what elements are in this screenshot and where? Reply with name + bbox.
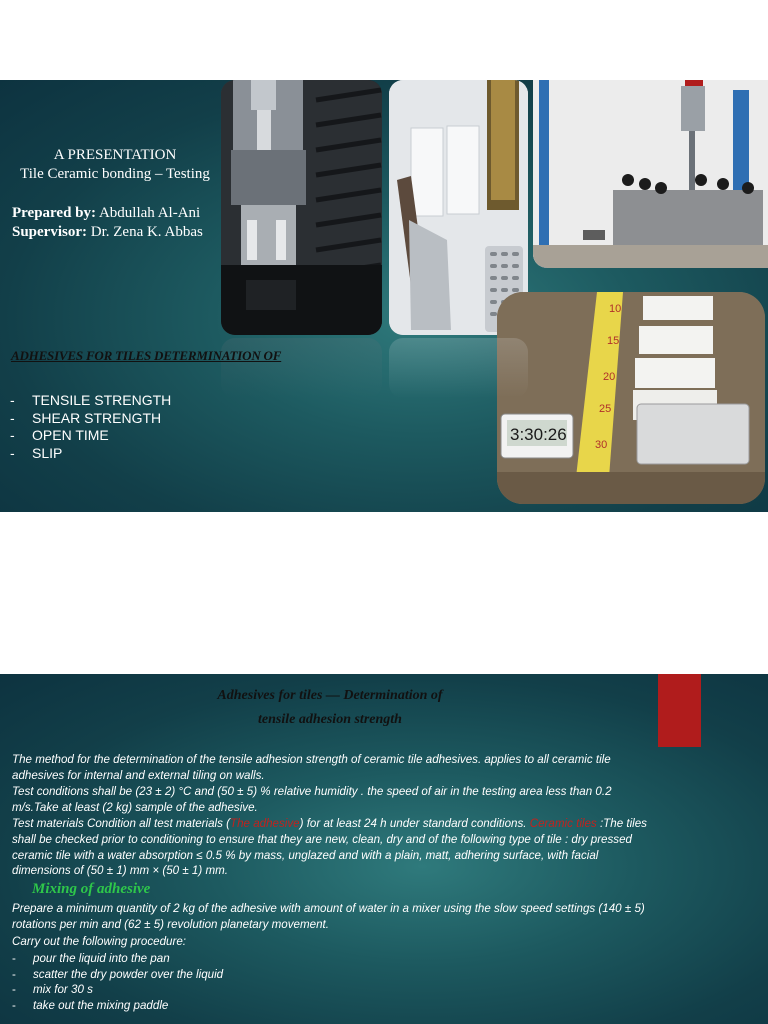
prepared-by <box>12 204 218 223</box>
slide-title <box>160 684 500 732</box>
ruler-mark-30: 30 <box>595 439 608 451</box>
list-item: - scatter the dry powder over the liquid <box>12 967 224 981</box>
highlight-ceramic-tiles: Ceramic tiles <box>529 817 597 831</box>
slide-title <box>0 80 768 512</box>
adhesives-heading: ADHESIVES FOR TILES DETERMINATION OF <box>11 348 282 363</box>
list-item: - SLIP <box>10 444 63 461</box>
supervisor-label: Supervisor: <box>12 224 87 240</box>
photo-testing-machine <box>221 80 382 335</box>
supervisor-value: Dr. Zena K. Abbas <box>87 224 203 240</box>
prepared-by-value: Abdullah Al-Ani <box>96 205 201 221</box>
ruler-mark-25: 25 <box>599 403 612 415</box>
slide-title-line2: tensile adhesion strength <box>258 712 402 727</box>
list-item: - pour the liquid into the pan <box>12 952 170 966</box>
slide-title-line1: Adhesives for tiles — Determination of <box>217 688 443 703</box>
test-list <box>10 392 171 462</box>
slide-body <box>12 752 657 1014</box>
presentation-title: A PRESENTATION <box>53 147 177 163</box>
list-item: - mix for 30 s <box>12 983 93 997</box>
photo-test-rig <box>533 80 768 268</box>
list-item: - TENSILE STRENGTH <box>10 392 172 408</box>
paragraph-prepare: Prepare a minimum quantity of 2 kg of the adhesive with amount of water in a mixer using the slow speed settings (140 ± 5) rotations per min and (62 ± 5) revolution planetary movement. <box>12 902 645 931</box>
presentation-info <box>12 146 218 242</box>
paragraph-conditions: Test conditions shall be (23 ± 2) °C and (50 ± 5) % relative humidity . the speed of air in the testing area less than 0.2 m/s.Take at least (2 kg) sample of the adhesive. <box>12 785 612 814</box>
highlight-adhesive: The adhesive <box>230 817 300 831</box>
prepared-by-label: Prepared by: <box>12 205 97 221</box>
procedure-steps <box>12 951 657 1013</box>
timer-display: 3:30:26 <box>510 425 567 444</box>
ruler-mark-10: 10 <box>609 303 622 315</box>
list-item: - SHEAR STRENGTH <box>10 409 162 426</box>
photo-reflection <box>221 338 382 398</box>
ruler-mark-15: 15 <box>607 335 620 347</box>
slide-tensile-adhesion <box>0 674 768 1024</box>
ruler-mark-20: 20 <box>603 371 616 383</box>
list-item: - take out the mixing paddle <box>12 998 169 1012</box>
list-item: - OPEN TIME <box>10 427 109 443</box>
paragraph-procedure: Carry out the following procedure: <box>12 934 186 948</box>
presentation-subtitle: Tile Ceramic bonding – Testing <box>20 166 210 182</box>
photo-bench-timer <box>497 292 765 504</box>
paragraph-method: The method for the determination of the tensile adhesion strength of ceramic tile adhesives. applies to all ceramic tile adhesives for internal and external tiling on walls. <box>12 753 611 782</box>
mixing-heading: Mixing of adhesive <box>32 880 151 897</box>
supervisor <box>12 223 218 242</box>
paragraph-materials: Test materials Condition all test materials (The adhesive) for at least 24 h under standard conditions. Ceramic tiles :The tiles shall be checked prior to conditioning to ensure that they are new, clean, dry and of the following type of tile : dry pressed ceramic tile with a water absorption ≤ 0.5 % by mass, unglazed and with a plain, matt, adhering surface, with facial dimensions of (50 ± 1) mm × (50 ± 1) mm. <box>12 817 647 878</box>
photo-reflection <box>389 338 528 398</box>
accent-bar <box>658 674 701 747</box>
